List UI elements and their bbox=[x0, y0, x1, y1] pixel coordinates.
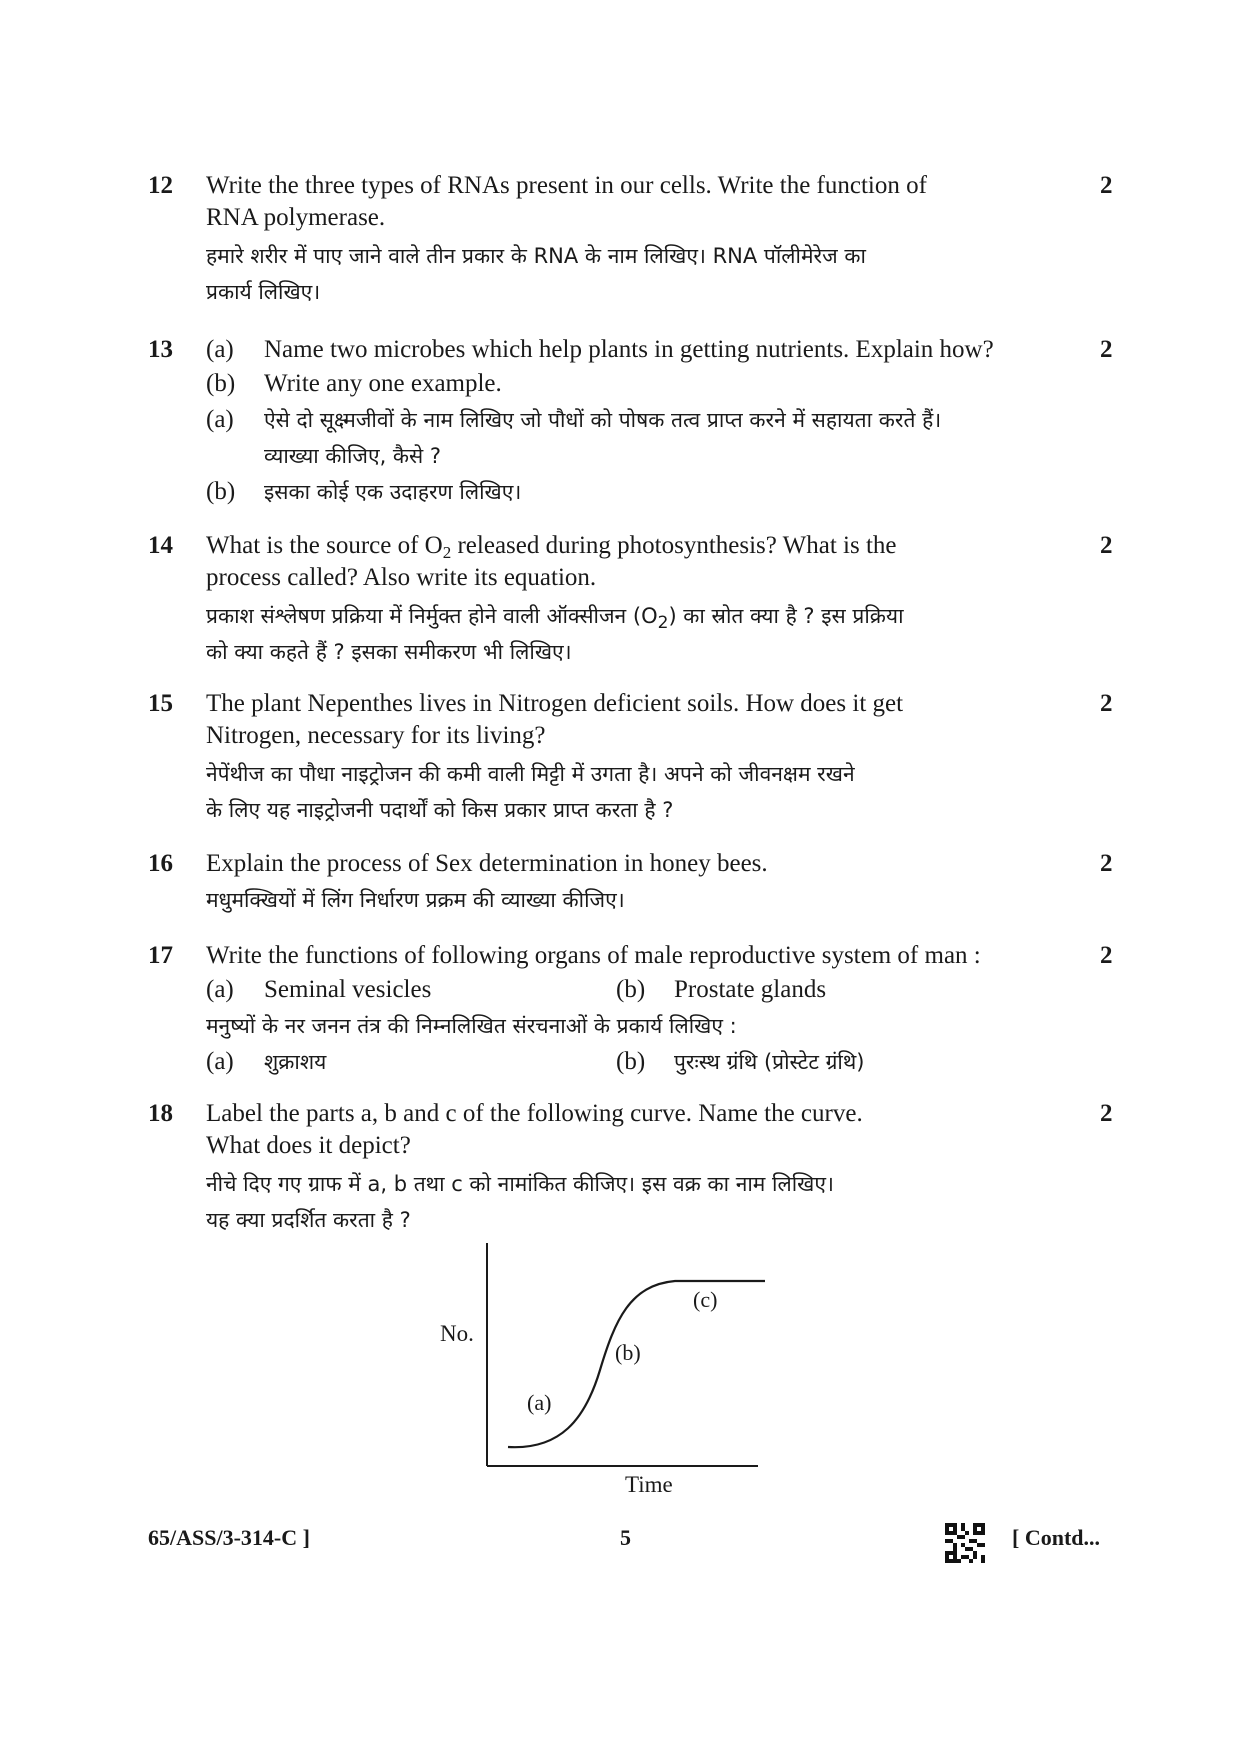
question-marks: 2 bbox=[1100, 690, 1113, 717]
part-tag: (a) bbox=[206, 976, 234, 1003]
question-text-hi: हमारे शरीर में पाए जाने वाले तीन प्रकार के RNA के नाम लिखिए। RNA पॉलीमेरेज का bbox=[206, 244, 866, 268]
part-text: Name two microbes which help plants in getting nutrients. Explain how? bbox=[264, 336, 994, 363]
question-number: 14 bbox=[148, 532, 173, 559]
part-tag: (a) bbox=[206, 406, 234, 433]
text-part: What is the source of O bbox=[206, 532, 443, 559]
subscript: 2 bbox=[657, 613, 669, 633]
question-marks: 2 bbox=[1100, 532, 1113, 559]
y-axis-label: No. bbox=[440, 1321, 474, 1346]
part-text: इसका कोई एक उदाहरण लिखिए। bbox=[264, 480, 522, 504]
question-number: 16 bbox=[148, 850, 173, 877]
question-part-a-hi-cont: व्याख्या कीजिए, कैसे ? bbox=[264, 444, 442, 468]
question-text-en: Nitrogen, necessary for its living? bbox=[206, 722, 546, 749]
question-text-en: Write the three types of RNAs present in our cells. Write the function of bbox=[206, 172, 927, 199]
question-marks: 2 bbox=[1100, 1100, 1113, 1127]
question-text-hi: यह क्या प्रदर्शित करता है ? bbox=[206, 1208, 411, 1232]
question-number: 13 bbox=[148, 336, 173, 363]
question-text-en: The plant Nepenthes lives in Nitrogen deficient soils. How does it get bbox=[206, 690, 904, 717]
part-text: Seminal vesicles bbox=[264, 976, 432, 1003]
question-number: 15 bbox=[148, 690, 173, 717]
question-marks: 2 bbox=[1100, 850, 1113, 877]
part-tag: (b) bbox=[206, 370, 236, 397]
part-text: Prostate glands bbox=[674, 976, 827, 1003]
part-tag: (a) bbox=[206, 336, 234, 363]
question-marks: 2 bbox=[1100, 336, 1113, 363]
continued-label: [ Contd... bbox=[1012, 1525, 1101, 1550]
question-number: 12 bbox=[148, 172, 173, 199]
question-text-en: process called? Also write its equation. bbox=[206, 564, 597, 591]
question-text-hi: को क्या कहते हैं ? इसका समीकरण भी लिखिए। bbox=[206, 640, 572, 664]
question-text-en: Write the functions of following organs of male reproductive system of man : bbox=[206, 942, 981, 969]
curve-label-c: (c) bbox=[693, 1287, 718, 1312]
question-text-hi: प्रकार्य लिखिए। bbox=[206, 280, 321, 304]
text-part: ) का स्रोत क्या है ? इस प्रक्रिया bbox=[668, 604, 904, 628]
qr-code-icon bbox=[945, 1523, 985, 1563]
text-part: released during photosynthesis? What is the bbox=[451, 532, 897, 559]
subscript: 2 bbox=[442, 543, 452, 562]
part-text: पुरःस्थ ग्रंथि (प्रोस्टेट ग्रंथि) bbox=[674, 1050, 865, 1074]
part-tag: (a) bbox=[206, 1048, 234, 1075]
page-number: 5 bbox=[620, 1525, 631, 1550]
paper-code: 65/ASS/3-314-C ] bbox=[148, 1525, 310, 1550]
part-tag: (b) bbox=[206, 478, 236, 505]
x-axis-label: Time bbox=[625, 1472, 673, 1497]
text-part: प्रकाश संश्लेषण प्रक्रिया में निर्मुक्त होने वाली ऑक्सीजन (O bbox=[206, 604, 658, 628]
question-text-en: Explain the process of Sex determination in honey bees. bbox=[206, 850, 768, 877]
question-marks: 2 bbox=[1100, 172, 1113, 199]
question-number: 17 bbox=[148, 942, 173, 969]
part-tag: (b) bbox=[616, 1048, 646, 1075]
question-marks: 2 bbox=[1100, 942, 1113, 969]
part-text: Write any one example. bbox=[264, 370, 502, 397]
question-text-hi: मधुमक्खियों में लिंग निर्धारण प्रक्रम की व्याख्या कीजिए। bbox=[206, 888, 625, 912]
question-text-en: RNA polymerase. bbox=[206, 204, 386, 231]
curve-label-a: (a) bbox=[527, 1390, 552, 1415]
question-number: 18 bbox=[148, 1100, 173, 1127]
question-text-hi: नेपेंथीज का पौधा नाइट्रोजन की कमी वाली मिट्टी में उगता है। अपने को जीवनक्षम रखने bbox=[206, 762, 855, 786]
question-text-hi: मनुष्यों के नर जनन तंत्र की निम्नलिखित संरचनाओं के प्रकार्य लिखिए : bbox=[206, 1014, 737, 1038]
part-text: ऐसे दो सूक्ष्मजीवों के नाम लिखिए जो पौधों को पोषक तत्व प्राप्त करने में सहायता करते हैं। bbox=[264, 408, 942, 432]
question-text-en: What does it depict? bbox=[206, 1132, 411, 1159]
question-text-en: Label the parts a, b and c of the following curve. Name the curve. bbox=[206, 1100, 863, 1127]
curve-label-b: (b) bbox=[615, 1340, 641, 1365]
question-text-hi: के लिए यह नाइट्रोजनी पदार्थों को किस प्रकार प्राप्त करता है ? bbox=[206, 798, 674, 822]
question-text-hi: नीचे दिए गए ग्राफ में a, b तथा c को नामांकित कीजिए। इस वक्र का नाम लिखिए। bbox=[206, 1172, 834, 1196]
part-tag: (b) bbox=[616, 976, 646, 1003]
part-text: शुक्राशय bbox=[264, 1050, 327, 1074]
